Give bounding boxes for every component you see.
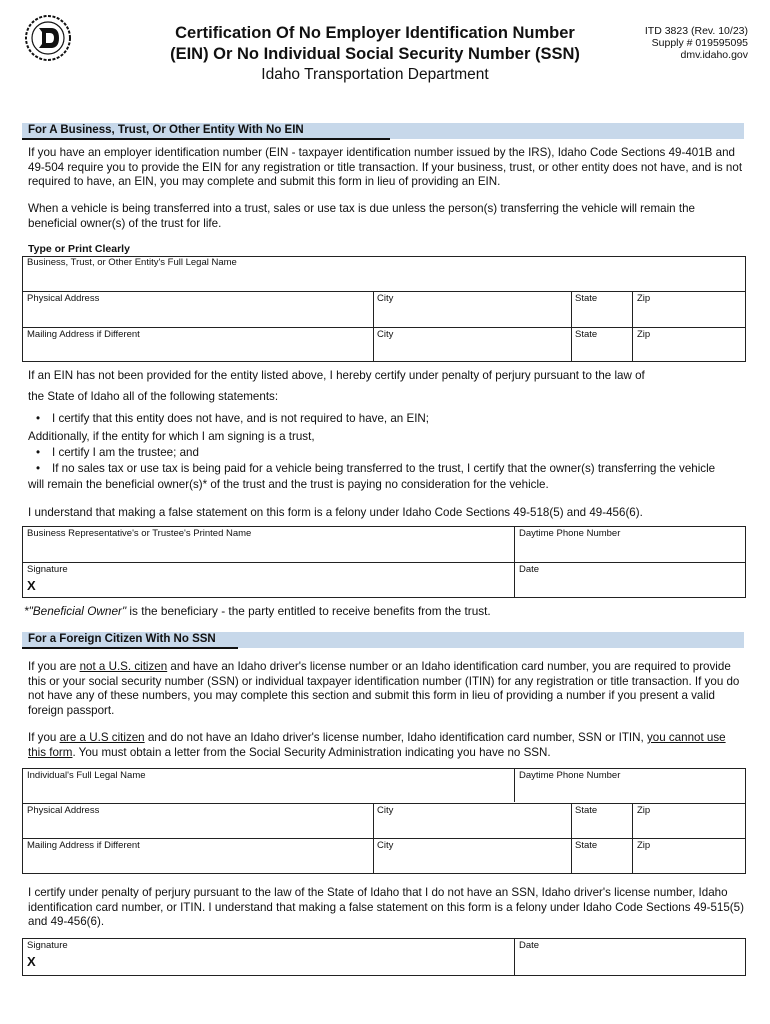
city-field[interactable]: City — [377, 293, 394, 304]
cannot-use-form-text: you cannot use this form — [28, 731, 726, 759]
signature-field[interactable]: Signature — [27, 564, 68, 575]
bullet-icon: • — [36, 412, 41, 425]
heading-underline — [22, 647, 238, 649]
beneficial-owner-footnote — [24, 604, 491, 618]
certify-line2: the State of Idaho all of the following statements: — [28, 390, 279, 403]
foreign-citizen-paragraph — [28, 660, 746, 718]
entity-info-grid — [22, 256, 746, 362]
individual-info-grid — [22, 768, 746, 874]
ssn-section-title: For a Foreign Citizen With No SSN — [28, 633, 216, 645]
p1-rest: and have an Idaho driver's license number or an Idaho identification card number, you are required to provide this or your social security number (SSN) or individual taxpayer identification number (ITIN) for any registration or title transaction. If you do not have any of these numbers, you may complete this section and submit this form in lieu of providing a number if you present a valid foreign passport. — [28, 660, 740, 717]
idaho-dmv-logo — [24, 14, 72, 62]
individual-signature-x-mark: X — [27, 954, 36, 969]
zip-field[interactable]: Zip — [637, 293, 651, 304]
heading-underline — [22, 138, 390, 140]
mailing-address-field[interactable]: Mailing Address if Different — [27, 329, 140, 340]
statement-beneficial-owner-cont: will remain the beneficial owner(s)* of the trust and the trust is paying no consideration for the vehicle. — [28, 478, 549, 491]
individual-phone-field[interactable]: Daytime Phone Number — [519, 770, 621, 781]
statement-no-ein: I certify that this entity does not have, and is not required to have, an EIN; — [52, 412, 430, 425]
not-us-citizen-text: not a U.S. citizen — [79, 660, 168, 673]
individual-state-field[interactable]: State — [575, 805, 598, 816]
individual-mailing-state-field[interactable]: State — [575, 840, 598, 851]
p2-text: If you — [28, 731, 60, 744]
ein-section-title: For A Business, Trust, Or Other Entity With No EIN — [28, 124, 304, 136]
form-title-line2: (EIN) Or No Individual Social Security Number (SSN) — [170, 45, 580, 63]
footnote-term: *"Beneficial Owner" — [24, 604, 127, 618]
ein-section-heading — [22, 123, 744, 139]
form-id: ITD 3823 (Rev. 10/23) — [644, 25, 748, 37]
p2-rest: . You must obtain a letter from the Social Security Administration indicating you have no SSN. — [72, 745, 551, 759]
representative-grid — [22, 526, 746, 598]
form-title-line1: Certification Of No Employer Identification Number — [175, 24, 575, 42]
mailing-city-field[interactable]: City — [377, 329, 394, 340]
individual-name-field[interactable]: Individual's Full Legal Name — [27, 770, 146, 781]
ssn-section-heading — [22, 632, 744, 648]
bullet-icon: • — [36, 446, 41, 459]
individual-date-field[interactable]: Date — [519, 940, 540, 951]
are-us-citizen-text: are a U.S citizen — [59, 731, 145, 744]
bullet-icon: • — [36, 462, 41, 475]
physical-address-field[interactable]: Physical Address — [27, 293, 100, 304]
department-name: Idaho Transportation Department — [261, 66, 489, 83]
legal-name-field[interactable]: Business, Trust, or Other Entity's Full Legal Name — [27, 257, 237, 268]
mailing-zip-field[interactable]: Zip — [637, 329, 651, 340]
supply-number: Supply # 019595095 — [651, 37, 748, 49]
ein-intro-paragraph: If you have an employer identification number (EIN - taxpayer identification number issued by the IRS), Idaho Code Sections 49-401B and 49-504 require you to provide the EIN for any registration or title transaction. If your business, trust, or other entity does not have, and is not required to have, an EIN, you may complete and submit this form in lieu of providing an EIN. — [28, 146, 743, 188]
individual-zip-field[interactable]: Zip — [637, 805, 651, 816]
trust-tax-paragraph: When a vehicle is being transferred into a trust, sales or use tax is due unless the person(s) transferring the vehicle will remain the beneficial owner(s) of the trust for life. — [28, 202, 695, 230]
date-field[interactable]: Date — [519, 564, 540, 575]
additionally-text: Additionally, if the entity for which I am signing is a trust, — [28, 430, 315, 443]
statement-beneficial-owner: If no sales tax or use tax is being paid for a vehicle being transferred to the trust, I certify that the owner(s) transferring the vehicle — [52, 462, 716, 475]
p1-text: If you are — [28, 660, 80, 673]
individual-city-field[interactable]: City — [377, 805, 394, 816]
daytime-phone-field[interactable]: Daytime Phone Number — [519, 528, 621, 539]
individual-signature-grid — [22, 938, 746, 976]
statement-trustee: I certify I am the trustee; and — [52, 446, 199, 459]
p2-middle: and do not have an Idaho driver's license number, Idaho identification card number, SSN or ITIN, — [144, 731, 647, 744]
individual-mailing-city-field[interactable]: City — [377, 840, 394, 851]
state-field[interactable]: State — [575, 293, 598, 304]
mailing-state-field[interactable]: State — [575, 329, 598, 340]
signature-x-mark: X — [27, 578, 36, 593]
us-citizen-paragraph — [28, 731, 746, 760]
type-or-print-label: Type or Print Clearly — [28, 243, 130, 255]
certify-line1: If an EIN has not been provided for the entity listed above, I hereby certify under penalty of perjury pursuant to the law of — [28, 369, 645, 382]
ssn-certify-paragraph: I certify under penalty of perjury pursuant to the law of the State of Idaho that I do not have an SSN, Idaho driver's license number, Idaho identification card number, or ITIN. I understand that making a false statement on this form is a felony under Idaho Code Sections 49-515(5) and 49-456(6). — [28, 886, 744, 928]
individual-signature-field[interactable]: Signature — [27, 940, 68, 951]
individual-mailing-zip-field[interactable]: Zip — [637, 840, 651, 851]
individual-mailing-address-field[interactable]: Mailing Address if Different — [27, 840, 140, 851]
footnote-definition: is the beneficiary - the party entitled to receive benefits from the trust. — [126, 604, 491, 618]
website: dmv.idaho.gov — [680, 49, 748, 61]
felony-warning: I understand that making a false statement on this form is a felony under Idaho Code Sections 49-518(5) and 49-456(6). — [28, 506, 643, 519]
individual-physical-address-field[interactable]: Physical Address — [27, 805, 100, 816]
representative-name-field[interactable]: Business Representative's or Trustee's Printed Name — [27, 528, 252, 539]
